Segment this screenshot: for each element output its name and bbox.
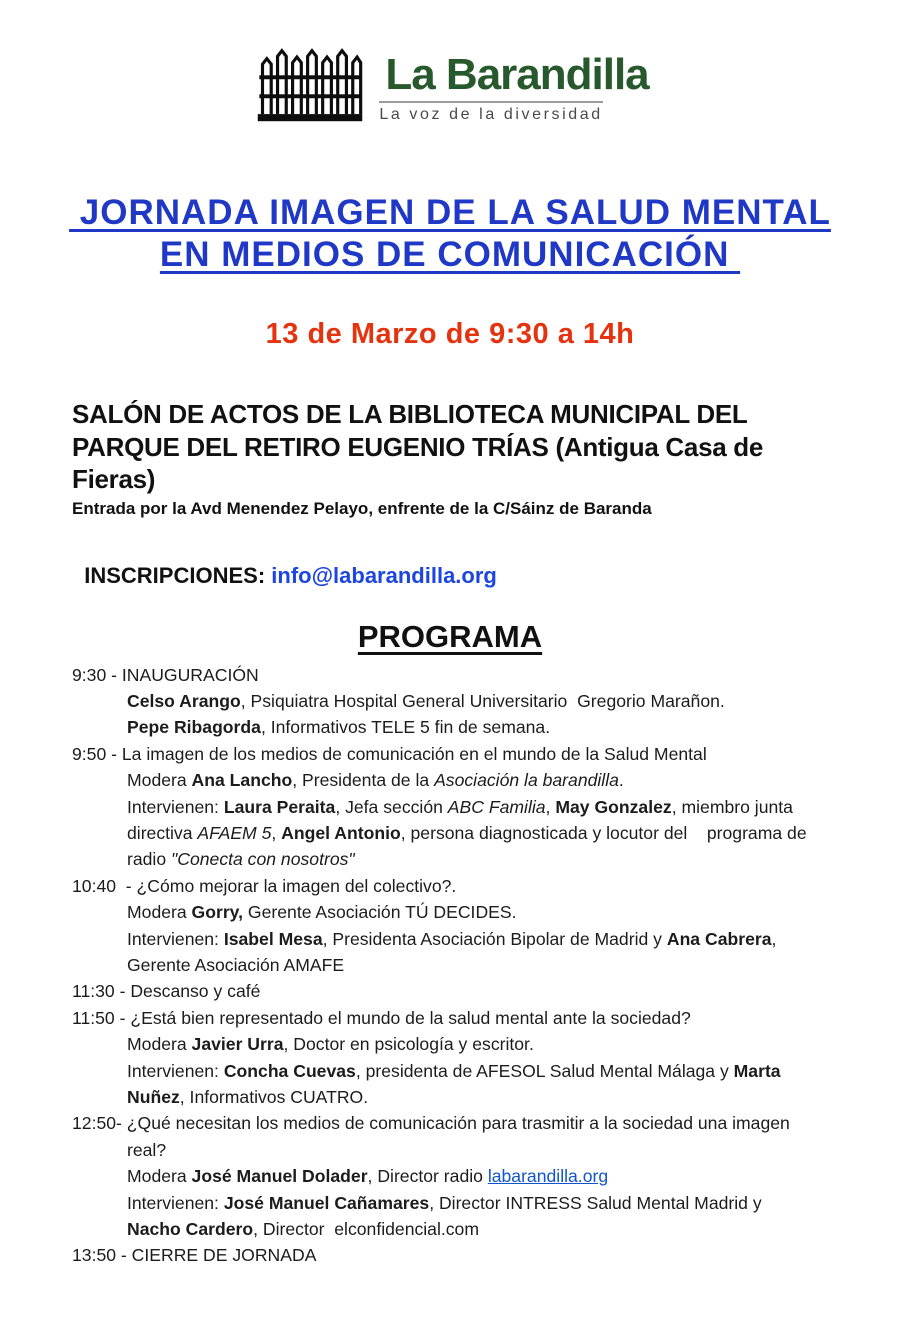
text-segment: AFAEM 5 bbox=[197, 822, 272, 843]
program-line bbox=[127, 820, 880, 846]
venue-heading-line: SALÓN DE ACTOS DE LA BIBLIOTECA MUNICIPAL DEL bbox=[72, 399, 748, 429]
text-segment: Modera bbox=[127, 1166, 192, 1187]
text-segment: Isabel Mesa bbox=[223, 928, 323, 949]
text-segment: , Director radio bbox=[367, 1166, 488, 1187]
text-segment: Intervienen: bbox=[127, 928, 224, 949]
text-segment: Intervienen: bbox=[127, 796, 224, 817]
text-segment: 12:50- ¿Qué necesitan los medios de comunicación para trasmitir a la sociedad una imagen bbox=[72, 1113, 790, 1134]
program-line bbox=[72, 873, 880, 899]
text-segment: , Director INTRESS Salud Mental Madrid y bbox=[429, 1192, 762, 1213]
text-segment: , persona diagnosticada y locutor del programa de bbox=[400, 822, 807, 843]
text-segment: Celso Arango bbox=[127, 690, 241, 711]
program-line bbox=[127, 926, 880, 952]
text-segment: Gerente Asociación AMAFE bbox=[127, 954, 345, 975]
text-segment: Pepe Ribagorda bbox=[127, 717, 261, 738]
program-line bbox=[127, 899, 880, 925]
text-segment: directiva bbox=[127, 822, 198, 843]
text-segment: real? bbox=[127, 1139, 167, 1160]
event-title bbox=[0, 192, 900, 276]
text-segment: 11:50 - ¿Está bien representado el mundo de la salud mental ante la sociedad? bbox=[72, 1007, 691, 1028]
text-segment: . bbox=[618, 770, 624, 791]
text-segment: radio bbox=[127, 849, 172, 870]
text-segment: Modera bbox=[127, 1034, 192, 1055]
program-line bbox=[72, 662, 880, 688]
program-line bbox=[127, 1163, 880, 1189]
program-line bbox=[127, 1137, 880, 1163]
text-segment: , bbox=[271, 822, 282, 843]
program-heading bbox=[0, 619, 900, 655]
text-segment: , Jefa sección bbox=[335, 796, 448, 817]
text-segment: José Manuel Cañamares bbox=[223, 1192, 430, 1213]
venue-heading bbox=[72, 398, 870, 496]
text-segment: , bbox=[771, 928, 777, 949]
program-line bbox=[127, 1031, 880, 1057]
program-line bbox=[127, 846, 880, 872]
program-line bbox=[127, 767, 880, 793]
text-segment: 9:30 - INAUGURACIÓN bbox=[72, 664, 259, 685]
text-segment: Intervienen: bbox=[127, 1192, 224, 1213]
text-segment: Gorry, bbox=[191, 902, 244, 923]
text-segment: , Informativos TELE 5 fin de semana. bbox=[260, 717, 551, 738]
text-segment: Gerente Asociación TÚ DECIDES. bbox=[243, 902, 517, 923]
event-title-line2: EN MEDIOS DE COMUNICACIÓN bbox=[159, 235, 741, 274]
text-segment: Modera bbox=[127, 902, 192, 923]
program-line bbox=[127, 1084, 880, 1110]
text-segment: , miembro junta bbox=[671, 796, 793, 817]
event-title-line1: JORNADA IMAGEN DE LA SALUD MENTAL bbox=[69, 193, 831, 232]
text-segment: Ana Cabrera bbox=[666, 928, 772, 949]
text-segment: 9:50 - La imagen de los medios de comunicación en el mundo de la Salud Mental bbox=[72, 743, 707, 764]
event-flyer-page bbox=[0, 46, 900, 1318]
program-line bbox=[127, 688, 880, 714]
brand-tagline: La voz de la diversidad bbox=[379, 106, 603, 123]
text-segment: , Doctor en psicología y escritor. bbox=[283, 1034, 534, 1055]
text-segment: , bbox=[545, 796, 556, 817]
inscriptions-email-link[interactable]: info@labarandilla.org bbox=[271, 562, 497, 588]
text-segment: May Gonzalez bbox=[555, 796, 672, 817]
text-segment: Laura Peraita bbox=[223, 796, 336, 817]
program-line bbox=[127, 1216, 880, 1242]
venue-heading-line: PARQUE DEL RETIRO EUGENIO TRÍAS (Antigua Casa de bbox=[72, 431, 764, 462]
program-line bbox=[127, 794, 880, 820]
logo bbox=[0, 46, 900, 124]
text-segment: , Presidenta de la bbox=[292, 770, 435, 791]
text-segment: 10:40 - ¿Cómo mejorar la imagen del colectivo?. bbox=[72, 875, 457, 896]
fence-icon bbox=[251, 46, 369, 122]
text-segment: "Conecta con nosotros" bbox=[171, 849, 355, 870]
text-segment: , presidenta de AFESOL Salud Mental Málaga y bbox=[355, 1060, 734, 1081]
brand-tagline-block bbox=[379, 101, 602, 124]
program-link[interactable]: labarandilla.org bbox=[487, 1166, 609, 1187]
text-segment: Ana Lancho bbox=[191, 770, 293, 791]
text-segment: , Psiquiatra Hospital General Universitario Gregorio Marañon. bbox=[240, 690, 725, 711]
brand-name: La Barandilla bbox=[385, 50, 649, 99]
text-segment: , Director elconfidencial.com bbox=[253, 1219, 480, 1240]
text-segment: José Manuel Dolader bbox=[191, 1166, 368, 1187]
program-heading-text: PROGRAMA bbox=[357, 618, 543, 654]
text-segment: Concha Cuevas bbox=[223, 1060, 356, 1081]
program-line bbox=[72, 1242, 880, 1268]
inscriptions-label: INSCRIPCIONES: bbox=[84, 562, 272, 588]
logo-divider bbox=[379, 101, 602, 103]
text-segment: Modera bbox=[127, 770, 192, 791]
text-segment: Marta bbox=[733, 1060, 781, 1081]
program-line bbox=[72, 1110, 880, 1136]
text-segment: Angel Antonio bbox=[281, 822, 401, 843]
text-segment: Nuñez bbox=[127, 1087, 180, 1107]
program-line bbox=[72, 741, 880, 767]
entrance-note: Entrada por la Avd Menendez Pelayo, enfrente de la C/Sáinz de Baranda bbox=[72, 498, 652, 518]
text-segment: , Presidenta Asociación Bipolar de Madrid y bbox=[322, 928, 667, 949]
program-line bbox=[72, 978, 880, 1004]
text-segment: Asociación la barandilla bbox=[434, 770, 619, 791]
text-segment: , Informativos CUATRO. bbox=[179, 1087, 369, 1107]
text-segment: Intervienen: bbox=[127, 1060, 224, 1081]
text-segment: Javier Urra bbox=[191, 1034, 284, 1055]
text-segment: 13:50 - CIERRE DE JORNADA bbox=[72, 1245, 317, 1266]
inscriptions-line bbox=[72, 537, 870, 589]
program-line bbox=[72, 1005, 880, 1031]
event-date: 13 de Marzo de 9:30 a 14h bbox=[265, 318, 635, 350]
program-line bbox=[127, 714, 880, 740]
text-segment: 11:30 - Descanso y café bbox=[72, 981, 261, 1002]
program-line bbox=[127, 952, 880, 978]
text-segment: Nacho Cardero bbox=[127, 1219, 254, 1240]
venue-heading-line: Fieras) bbox=[72, 464, 156, 494]
program-list bbox=[72, 662, 880, 1269]
logo-text bbox=[379, 52, 648, 124]
program-line bbox=[127, 1190, 880, 1216]
text-segment: ABC Familia bbox=[447, 796, 546, 817]
program-line bbox=[127, 1058, 880, 1084]
